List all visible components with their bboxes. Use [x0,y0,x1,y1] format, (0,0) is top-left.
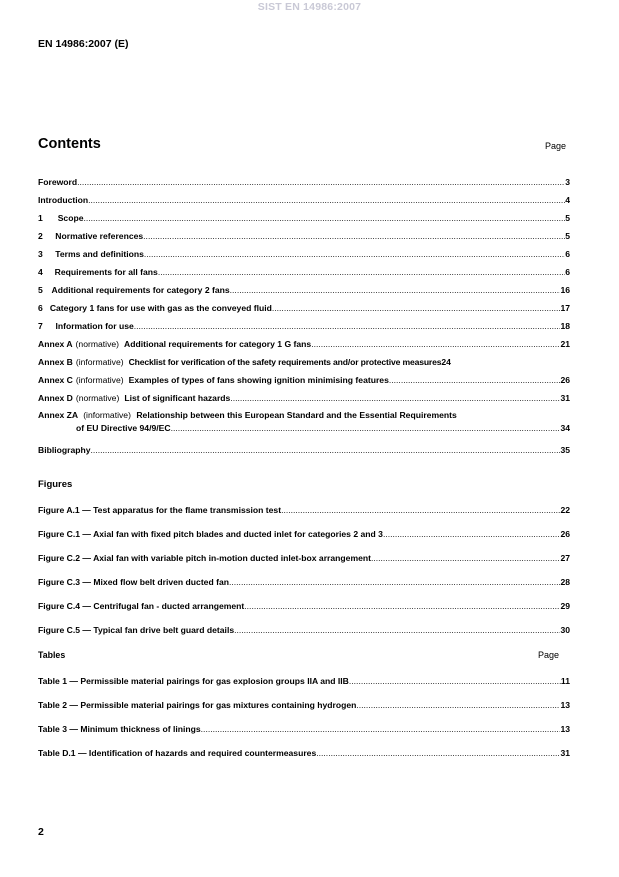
figure-title: Figure C.1 — Axial fan with fixed pitch blades and ducted inlet for categories 2 and 3 [38,529,383,539]
toc-number: 5 [38,285,43,295]
toc-title: Relationship between this European Standard and the Essential Requirements [136,410,457,420]
figure-entry[interactable] [38,504,570,516]
toc-title: List of significant hazards [124,393,231,403]
toc-entry-annex-za-line2[interactable] [76,422,570,434]
figure-title: Figure C.3 — Mixed flow belt driven ducted fan [38,577,229,587]
table-page: 11 [560,676,570,686]
contents-title: Contents [38,136,101,152]
annex-label: Annex ZA [38,410,78,420]
toc-title: Additional requirements for category 1 G fans [124,339,312,349]
toc-entry-normative-references[interactable] [38,230,570,242]
toc-page: 34 [560,423,570,433]
toc-page: 21 [560,339,570,349]
figure-page: 27 [560,553,570,563]
toc-page: 17 [560,303,570,313]
toc-page: 5 [565,213,570,223]
toc-page: 3 [565,177,570,187]
toc-title-continued: of EU Directive 94/9/EC [76,423,171,433]
page-number: 2 [38,826,44,838]
toc-title: Terms and definitions [55,249,144,259]
figure-entry[interactable] [38,528,570,540]
toc-entry-annex-a[interactable] [38,338,570,350]
toc-title: Requirements for all fans [54,267,158,277]
toc-entry-annex-za-line1[interactable] [38,410,457,420]
toc-title: Examples of types of fans showing ignition minimising features [128,375,389,385]
toc-entry-foreword[interactable] [38,176,570,188]
table-page: 13 [560,700,570,710]
toc-title: Additional requirements for category 2 fans [51,285,230,295]
annex-type: (informative) [75,375,124,385]
toc-page: 31 [560,393,570,403]
table-entry[interactable] [38,723,570,735]
toc-entry-requirements-all-fans[interactable] [38,266,570,278]
toc-page: 26 [560,375,570,385]
figure-title: Figure C.2 — Axial fan with variable pitch in-motion ducted inlet-box arrangement [38,553,371,563]
toc-number: 6 [38,303,43,313]
toc-page: 16 [560,285,570,295]
toc-page: 6 [565,249,570,259]
figure-page: 28 [560,577,570,587]
figure-entry[interactable] [38,576,570,588]
annex-type: (normative) [75,393,120,403]
toc-title: Normative references [55,231,144,241]
toc-number: 7 [38,321,43,331]
toc-entry-annex-b[interactable] [38,356,570,368]
toc-entry-information-for-use[interactable] [38,320,570,332]
figure-page: 30 [560,625,570,635]
figure-title: Figure A.1 — Test apparatus for the flame transmission test [38,505,282,515]
table-title: Table D.1 — Identification of hazards and required countermeasures [38,748,317,758]
watermark: SIST EN 14986:2007 [257,1,362,13]
toc-page: 24 [441,357,451,367]
toc-page: 18 [560,321,570,331]
toc-number: 2 [38,231,43,241]
table-title: Table 2 — Permissible material pairings for gas mixtures containing hydrogen [38,700,357,710]
toc-title: Scope [57,213,84,223]
table-entry[interactable] [38,675,570,687]
table-title: Table 1 — Permissible material pairings for gas explosion groups IIA and IIB [38,676,349,686]
annex-label: Annex B [38,357,73,367]
page-column-label: Page [545,141,567,151]
toc-entry-terms-and-definitions[interactable] [38,248,570,260]
tables-page-label: Page [538,650,560,660]
figures-heading: Figures [38,479,73,490]
tables-heading: Tables [38,650,66,660]
toc-entry-scope[interactable] [38,212,570,224]
toc-entry-annex-c[interactable] [38,374,570,386]
table-entry[interactable] [38,747,570,759]
figure-entry[interactable] [38,624,570,636]
toc-page: 6 [565,267,570,277]
annex-type: (informative) [75,357,124,367]
toc-title: Checklist for verification of the safety requirements and/or protective measures [128,357,442,367]
document-id: EN 14986:2007 (E) [38,38,129,50]
annex-type: (normative) [75,339,120,349]
annex-label: Annex D [38,393,73,403]
figure-page: 22 [560,505,570,515]
annex-type: (informative) [83,410,131,420]
toc-entry-category-1-fans-gas[interactable] [38,302,570,314]
toc-title: Bibliography [38,445,91,455]
figure-entry[interactable] [38,600,570,612]
toc-number: 1 [38,213,43,223]
toc-number: 3 [38,249,43,259]
toc-page: 5 [565,231,570,241]
annex-label: Annex C [38,375,73,385]
toc-title: Information for use [55,321,134,331]
figure-title: Figure C.5 — Typical fan drive belt guard details [38,625,235,635]
figure-entry[interactable] [38,552,570,564]
table-entry[interactable] [38,699,570,711]
toc-page: 35 [560,445,570,455]
toc-page: 4 [565,195,570,205]
figure-title: Figure C.4 — Centrifugal fan - ducted arrangement [38,601,245,611]
table-page: 13 [560,724,570,734]
table-title: Table 3 — Minimum thickness of linings [38,724,201,734]
toc-entry-bibliography[interactable] [38,444,570,456]
figure-page: 26 [560,529,570,539]
toc-number: 4 [38,267,43,277]
table-page: 31 [560,748,570,758]
toc-entry-category-2-fans[interactable] [38,284,570,296]
toc-title: Introduction [38,195,89,205]
figure-page: 29 [560,601,570,611]
toc-title: Foreword [38,177,78,187]
toc-entry-introduction[interactable] [38,194,570,206]
toc-entry-annex-d[interactable] [38,392,570,404]
annex-label: Annex A [38,339,73,349]
toc-title: Category 1 fans for use with gas as the conveyed fluid [49,303,272,313]
